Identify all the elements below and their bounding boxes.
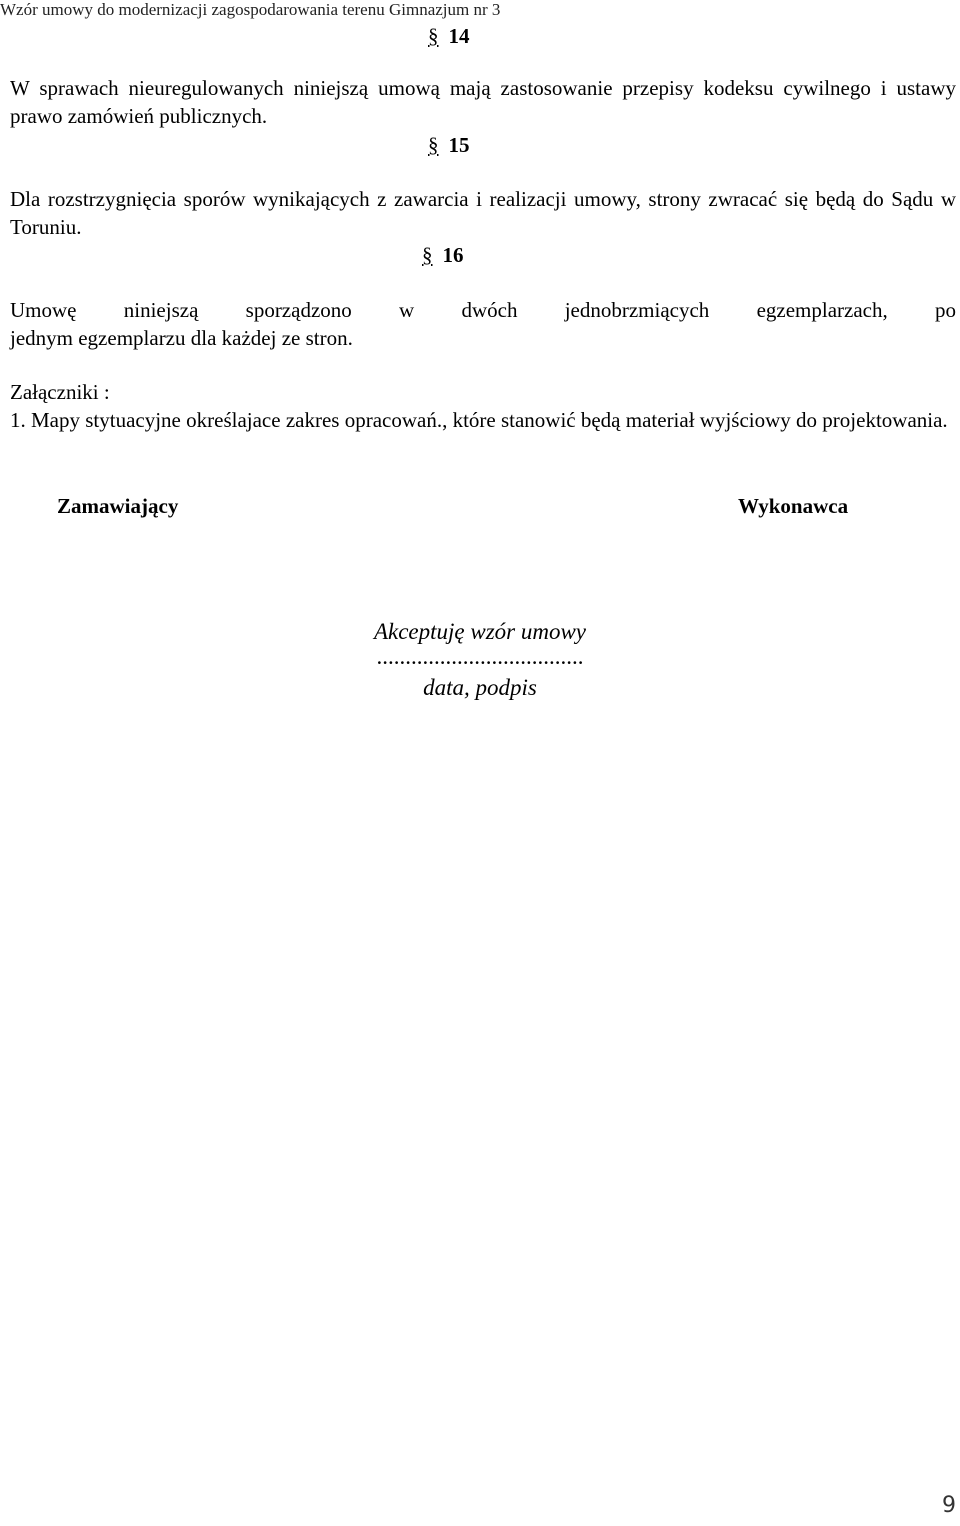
section-16-line-2: jednym egzemplarzu dla każdej ze stron. (10, 326, 353, 350)
section-15-text: Dla rozstrzygnięcia sporów wynikających z zawarcia i realizacji umowy, strony zwracać się będą do Sądu w Toruniu. (10, 187, 956, 239)
word: Umowę (10, 298, 77, 322)
section-14-heading (428, 24, 470, 48)
word: dwóch (461, 298, 518, 322)
acceptance-date-signature: data, podpis (423, 675, 537, 700)
word: egzemplarzach, (756, 298, 888, 322)
section-16-line-1 (10, 296, 956, 324)
document-header: Wzór umowy do modernizacji zagospodarowania terenu Gimnazjum nr 3 (0, 0, 501, 19)
word: jednobrzmiących (564, 298, 710, 322)
signature-contractor: Wykonawca (738, 494, 849, 518)
section-number: 14 (448, 24, 470, 48)
word: sporządzono (245, 298, 352, 322)
attachment-item-1: 1. Mapy stytuacyjne określajace zakres opracowań., które stanowić będą materiał wyjściowy do projektowania. (10, 408, 948, 432)
section-number: 16 (442, 243, 464, 267)
section-16-heading (422, 243, 464, 267)
section-14-text: W sprawach nieuregulowanych niniejszą umową mają zastosowanie przepisy kodeksu cywilnego i ustawy prawo zamówień publicznych. (10, 76, 956, 128)
page-number: 9 (942, 1493, 956, 1518)
section-sign: § (428, 24, 439, 48)
section-15-heading (428, 133, 470, 157)
acceptance-block (280, 616, 680, 704)
attachments-label: Załączniki : (10, 380, 110, 404)
signature-dots: .................................... (376, 644, 584, 669)
section-sign: § (428, 133, 439, 157)
word: niniejszą (123, 298, 199, 322)
section-number: 15 (448, 133, 470, 157)
word: po (934, 298, 956, 322)
acceptance-title: Akceptuję wzór umowy (373, 619, 587, 644)
section-sign: § (422, 243, 433, 267)
signature-ordering-party: Zamawiający (57, 494, 179, 518)
word: w (399, 298, 415, 322)
